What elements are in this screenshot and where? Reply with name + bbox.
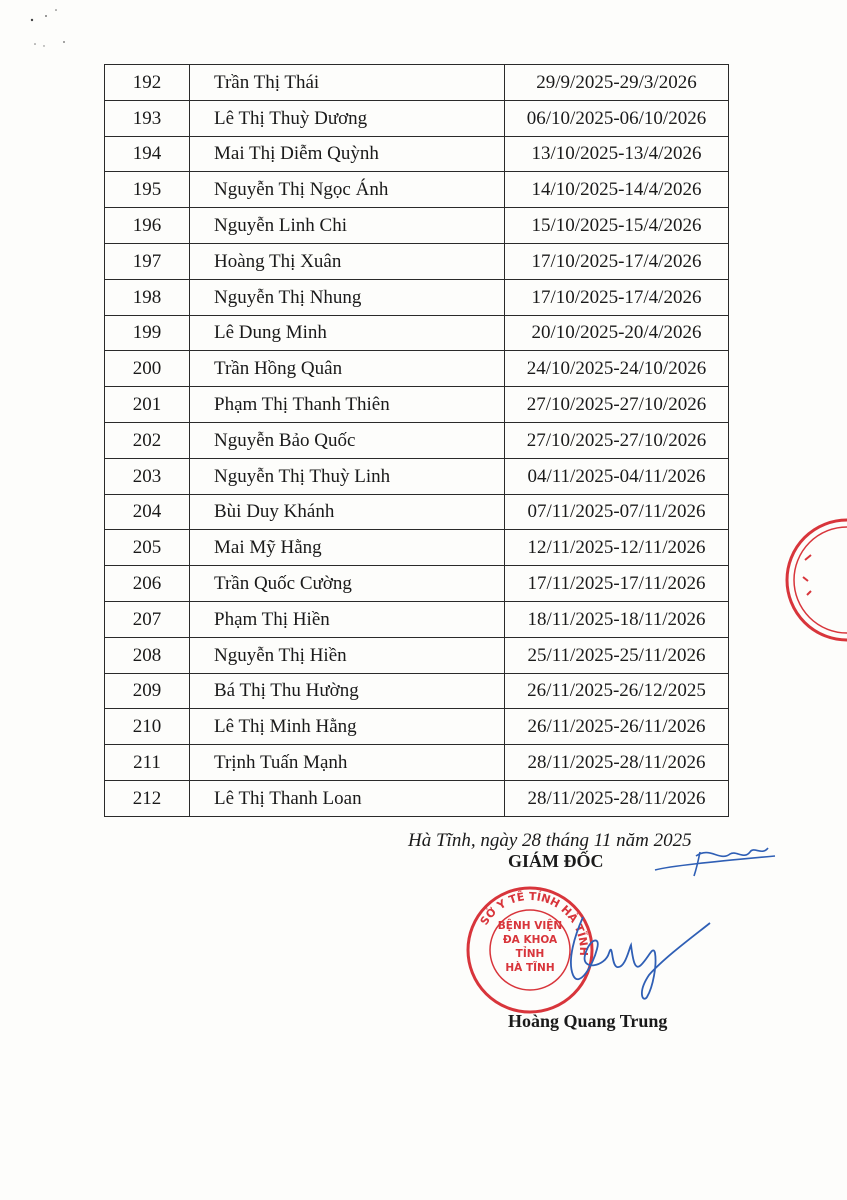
table-row bbox=[105, 351, 729, 387]
table-row bbox=[105, 387, 729, 423]
contract-period: 17/10/2025-17/4/2026 bbox=[505, 279, 729, 315]
svg-text:SỞ Y TẾ TỈNH HÀ TĨNH: SỞ Y TẾ TỈNH HÀ TĨNH bbox=[477, 889, 591, 957]
employee-name: Bá Thị Thu Hường bbox=[190, 673, 505, 709]
contract-period: 14/10/2025-14/4/2026 bbox=[505, 172, 729, 208]
row-number: 192 bbox=[105, 65, 190, 101]
signer-title: GIÁM ĐỐC bbox=[508, 851, 604, 871]
place-and-date: Hà Tĩnh, ngày 28 tháng 11 năm 2025 bbox=[408, 830, 692, 851]
contract-period: 27/10/2025-27/10/2026 bbox=[505, 422, 729, 458]
table-row bbox=[105, 208, 729, 244]
table-row bbox=[105, 65, 729, 101]
row-number: 200 bbox=[105, 351, 190, 387]
row-number: 195 bbox=[105, 172, 190, 208]
row-number: 211 bbox=[105, 745, 190, 781]
contract-period: 17/11/2025-17/11/2026 bbox=[505, 566, 729, 602]
row-number: 208 bbox=[105, 637, 190, 673]
employee-name: Hoàng Thị Xuân bbox=[190, 243, 505, 279]
row-number: 212 bbox=[105, 780, 190, 816]
contract-period: 17/10/2025-17/4/2026 bbox=[505, 243, 729, 279]
row-number: 198 bbox=[105, 279, 190, 315]
table-row bbox=[105, 172, 729, 208]
employee-name: Trần Thị Thái bbox=[190, 65, 505, 101]
table-row bbox=[105, 745, 729, 781]
contract-period: 07/11/2025-07/11/2026 bbox=[505, 494, 729, 530]
employee-name: Lê Dung Minh bbox=[190, 315, 505, 351]
row-number: 199 bbox=[105, 315, 190, 351]
employee-name: Lê Thị Minh Hằng bbox=[190, 709, 505, 745]
employee-name: Phạm Thị Hiền bbox=[190, 601, 505, 637]
table-row bbox=[105, 601, 729, 637]
employee-name: Nguyễn Bảo Quốc bbox=[190, 422, 505, 458]
employee-name: Trịnh Tuấn Mạnh bbox=[190, 745, 505, 781]
contract-period: 18/11/2025-18/11/2026 bbox=[505, 601, 729, 637]
row-number: 194 bbox=[105, 136, 190, 172]
contract-period: 29/9/2025-29/3/2026 bbox=[505, 65, 729, 101]
employee-name: Nguyễn Linh Chi bbox=[190, 208, 505, 244]
table-body bbox=[105, 65, 729, 817]
row-number: 206 bbox=[105, 566, 190, 602]
contract-period: 06/10/2025-06/10/2026 bbox=[505, 100, 729, 136]
row-number: 193 bbox=[105, 100, 190, 136]
row-number: 210 bbox=[105, 709, 190, 745]
employee-name: Phạm Thị Thanh Thiên bbox=[190, 387, 505, 423]
table-row bbox=[105, 100, 729, 136]
main-signature bbox=[545, 905, 715, 1005]
row-number: 207 bbox=[105, 601, 190, 637]
row-number: 203 bbox=[105, 458, 190, 494]
row-number: 202 bbox=[105, 422, 190, 458]
contract-period: 27/10/2025-27/10/2026 bbox=[505, 387, 729, 423]
employee-name: Trần Hồng Quân bbox=[190, 351, 505, 387]
table-row bbox=[105, 422, 729, 458]
contract-period: 28/11/2025-28/11/2026 bbox=[505, 745, 729, 781]
table-row bbox=[105, 315, 729, 351]
table-row bbox=[105, 673, 729, 709]
contract-period: 12/11/2025-12/11/2026 bbox=[505, 530, 729, 566]
employee-name: Mai Thị Diễm Quỳnh bbox=[190, 136, 505, 172]
contract-period: 25/11/2025-25/11/2026 bbox=[505, 637, 729, 673]
table-row bbox=[105, 637, 729, 673]
contract-period: 28/11/2025-28/11/2026 bbox=[505, 780, 729, 816]
table-row bbox=[105, 566, 729, 602]
table-row bbox=[105, 243, 729, 279]
table-row bbox=[105, 780, 729, 816]
table-row bbox=[105, 136, 729, 172]
staff-list-table bbox=[104, 64, 729, 817]
contract-period: 26/11/2025-26/11/2026 bbox=[505, 709, 729, 745]
employee-name: Nguyễn Thị Hiền bbox=[190, 637, 505, 673]
table-row bbox=[105, 494, 729, 530]
contract-period: 26/11/2025-26/12/2025 bbox=[505, 673, 729, 709]
employee-name: Lê Thị Thanh Loan bbox=[190, 780, 505, 816]
signer-name: Hoàng Quang Trung bbox=[508, 1011, 668, 1031]
employee-name: Lê Thị Thuỳ Dương bbox=[190, 100, 505, 136]
table-row bbox=[105, 530, 729, 566]
employee-name: Trần Quốc Cường bbox=[190, 566, 505, 602]
table-row bbox=[105, 458, 729, 494]
table-row bbox=[105, 279, 729, 315]
edge-stamp-partial bbox=[783, 515, 847, 645]
employee-name: Bùi Duy Khánh bbox=[190, 494, 505, 530]
employee-name: Nguyễn Thị Nhung bbox=[190, 279, 505, 315]
employee-name: Nguyễn Thị Ngọc Ánh bbox=[190, 172, 505, 208]
row-number: 204 bbox=[105, 494, 190, 530]
row-number: 209 bbox=[105, 673, 190, 709]
employee-name: Nguyễn Thị Thuỳ Linh bbox=[190, 458, 505, 494]
initial-signature bbox=[650, 832, 780, 882]
scan-specks bbox=[28, 6, 78, 56]
employee-name: Mai Mỹ Hằng bbox=[190, 530, 505, 566]
row-number: 197 bbox=[105, 243, 190, 279]
contract-period: 15/10/2025-15/4/2026 bbox=[505, 208, 729, 244]
row-number: 205 bbox=[105, 530, 190, 566]
row-number: 201 bbox=[105, 387, 190, 423]
contract-period: 04/11/2025-04/11/2026 bbox=[505, 458, 729, 494]
contract-period: 24/10/2025-24/10/2026 bbox=[505, 351, 729, 387]
row-number: 196 bbox=[105, 208, 190, 244]
contract-period: 13/10/2025-13/4/2026 bbox=[505, 136, 729, 172]
svg-text:BỆNH VIỆNĐA KHOATỈNHHÀ TĨNH: BỆNH VIỆN ĐA KHOA TỈNH HÀ TĨNH bbox=[497, 920, 563, 974]
contract-period: 20/10/2025-20/4/2026 bbox=[505, 315, 729, 351]
table-row bbox=[105, 709, 729, 745]
